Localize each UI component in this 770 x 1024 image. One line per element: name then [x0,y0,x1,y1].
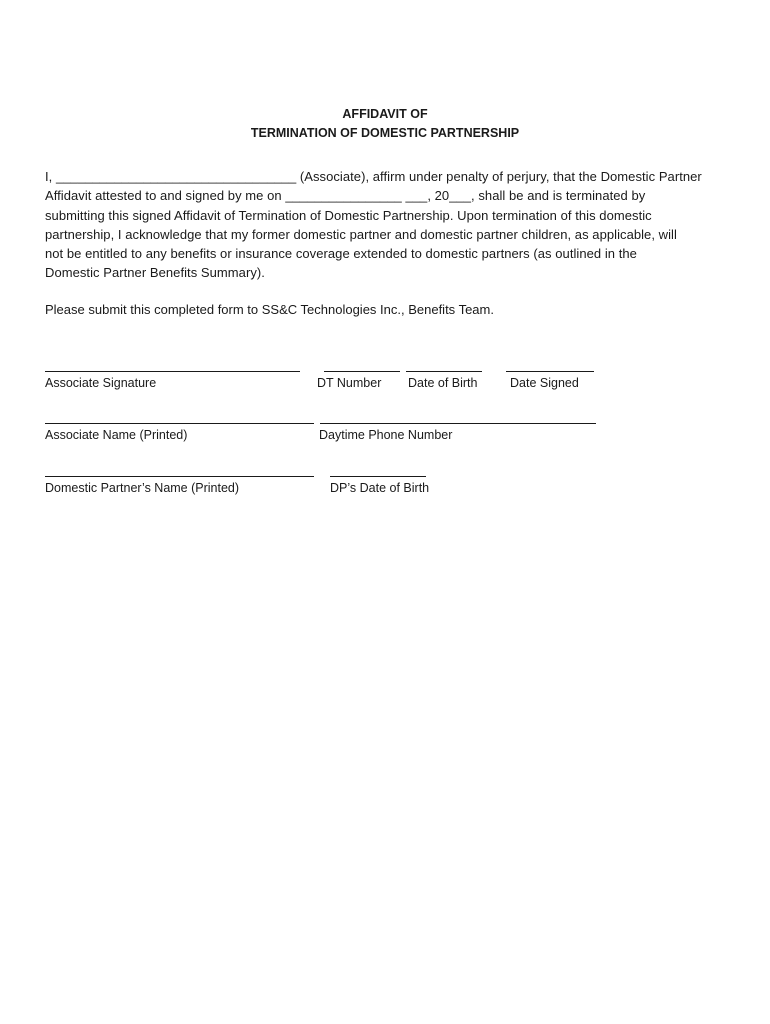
daytime-phone-line[interactable] [320,423,596,424]
associate-name-label: Associate Name (Printed) [45,428,188,442]
dt-number-label: DT Number [317,376,382,390]
paragraph-line: Affidavit attested to and signed by me on ________________ ___, 20___, shall be and is terminated by [45,188,646,204]
domestic-partner-name-line[interactable] [45,476,314,477]
paragraph-line: partnership, I acknowledge that my former domestic partner and domestic partner children, as applicable, will [45,226,677,242]
paragraph-line: not be entitled to any benefits or insurance coverage extended to domestic partners (as outlined in the [45,246,637,262]
paragraph-line: submitting this signed Affidavit of Termination of Domestic Partnership. Upon termination of this domestic [45,207,652,223]
date-of-birth-label: Date of Birth [408,376,478,390]
affidavit-paragraph [45,167,735,283]
associate-name-line[interactable] [45,423,314,424]
dp-date-of-birth-line[interactable] [330,476,426,477]
associate-signature-label: Associate Signature [45,376,157,390]
submit-instruction: Please submit this completed form to SS&C Technologies Inc., Benefits Team. [45,302,494,317]
date-of-birth-line[interactable] [406,371,482,372]
domestic-partner-name-label: Domestic Partner’s Name (Printed) [45,481,240,495]
date-signed-label: Date Signed [510,376,579,390]
document-title-line1: AFFIDAVIT OF [342,107,428,121]
document-title-line2: TERMINATION OF DOMESTIC PARTNERSHIP [250,126,520,140]
paragraph-line: Domestic Partner Benefits Summary). [45,265,265,281]
daytime-phone-label: Daytime Phone Number [319,428,453,442]
dt-number-line[interactable] [324,371,400,372]
paragraph-line: I, _________________________________ (Associate), affirm under penalty of perjury, that the Domestic Partner [45,169,702,184]
dp-date-of-birth-label: DP’s Date of Birth [330,481,430,495]
date-signed-line[interactable] [506,371,594,372]
associate-signature-line[interactable] [45,371,300,372]
